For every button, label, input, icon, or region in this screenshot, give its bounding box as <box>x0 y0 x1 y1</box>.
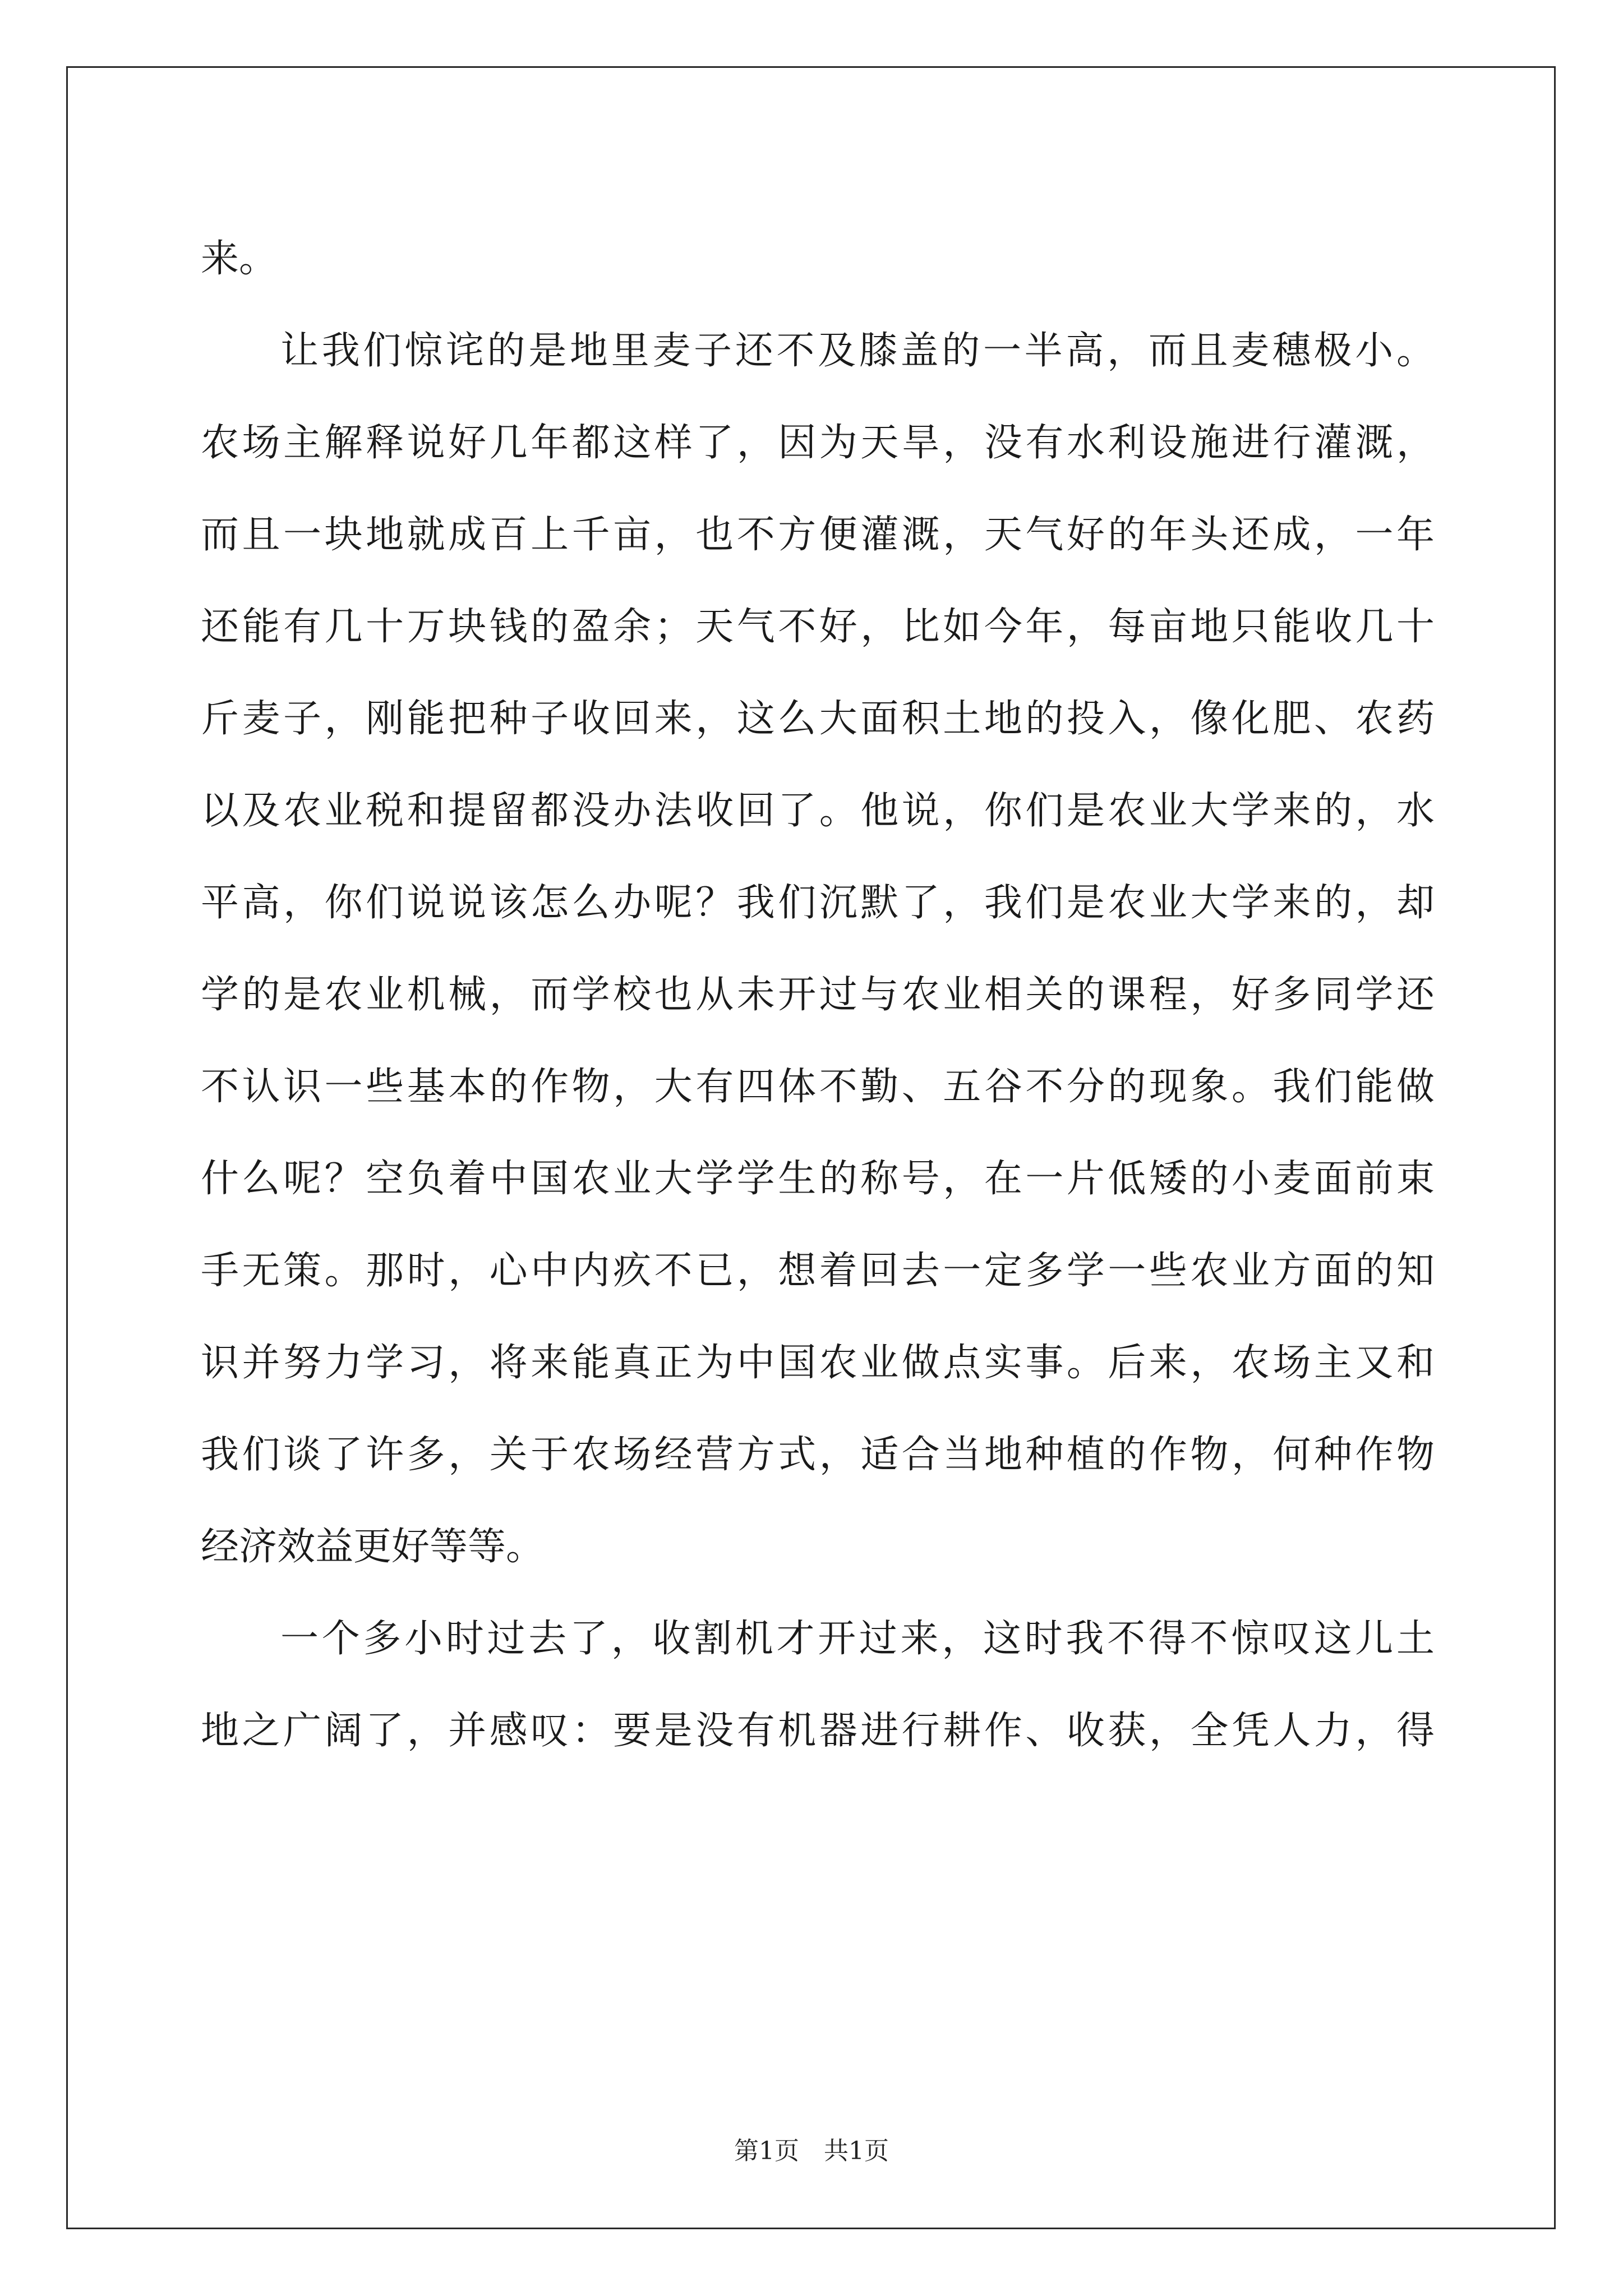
text-line-12: 手无策。那时，心中内疚不已，想着回去一定多学一些农业方面的知 <box>201 1249 1435 1293</box>
text-line-11: 什么呢？空负着中国农业大学学生的称号，在一片低矮的小麦面前束 <box>201 1157 1435 1201</box>
document-body <box>201 213 1435 1777</box>
text-line-15: 经济效益更好等等。 <box>201 1525 545 1569</box>
text-line-4: 而且一块地就成百上千亩，也不方便灌溉，天气好的年头还成，一年 <box>201 513 1435 557</box>
text-line-7: 以及农业税和提留都没办法收回了。他说，你们是农业大学来的，水 <box>201 789 1435 833</box>
text-line-13: 识并努力学习，将来能真正为中国农业做点实事。后来，农场主又和 <box>201 1341 1435 1385</box>
text-line-10: 不认识一些基本的作物，大有四体不勤、五谷不分的现象。我们能做 <box>201 1065 1435 1109</box>
text-line-14: 我们谈了许多，关于农场经营方式，适合当地种植的作物，何种作物 <box>201 1433 1435 1477</box>
paragraph-start-line: 让我们惊诧的是地里麦子还不及膝盖的一半高，而且麦穗极小。 <box>280 329 1435 373</box>
text-line-8: 平高，你们说说该怎么办呢？我们沉默了，我们是农业大学来的，却 <box>201 881 1435 925</box>
page-number-footer: 第1页 共1页 <box>734 2137 889 2165</box>
text-line-1: 来。 <box>201 237 278 281</box>
paragraph-start-line: 一个多小时过去了，收割机才开过来，这时我不得不惊叹这儿土 <box>280 1617 1435 1661</box>
text-line-6: 斤麦子，刚能把种子收回来，这么大面积土地的投入，像化肥、农药 <box>201 697 1435 741</box>
text-line-3: 农场主解释说好几年都这样了，因为天旱，没有水利设施进行灌溉， <box>201 421 1435 465</box>
text-line-9: 学的是农业机械，而学校也从未开过与农业相关的课程，好多同学还 <box>201 973 1435 1017</box>
text-line-5: 还能有几十万块钱的盈余；天气不好，比如今年，每亩地只能收几十 <box>201 605 1435 649</box>
text-line-17: 地之广阔了，并感叹：要是没有机器进行耕作、收获，全凭人力，得 <box>201 1709 1435 1753</box>
